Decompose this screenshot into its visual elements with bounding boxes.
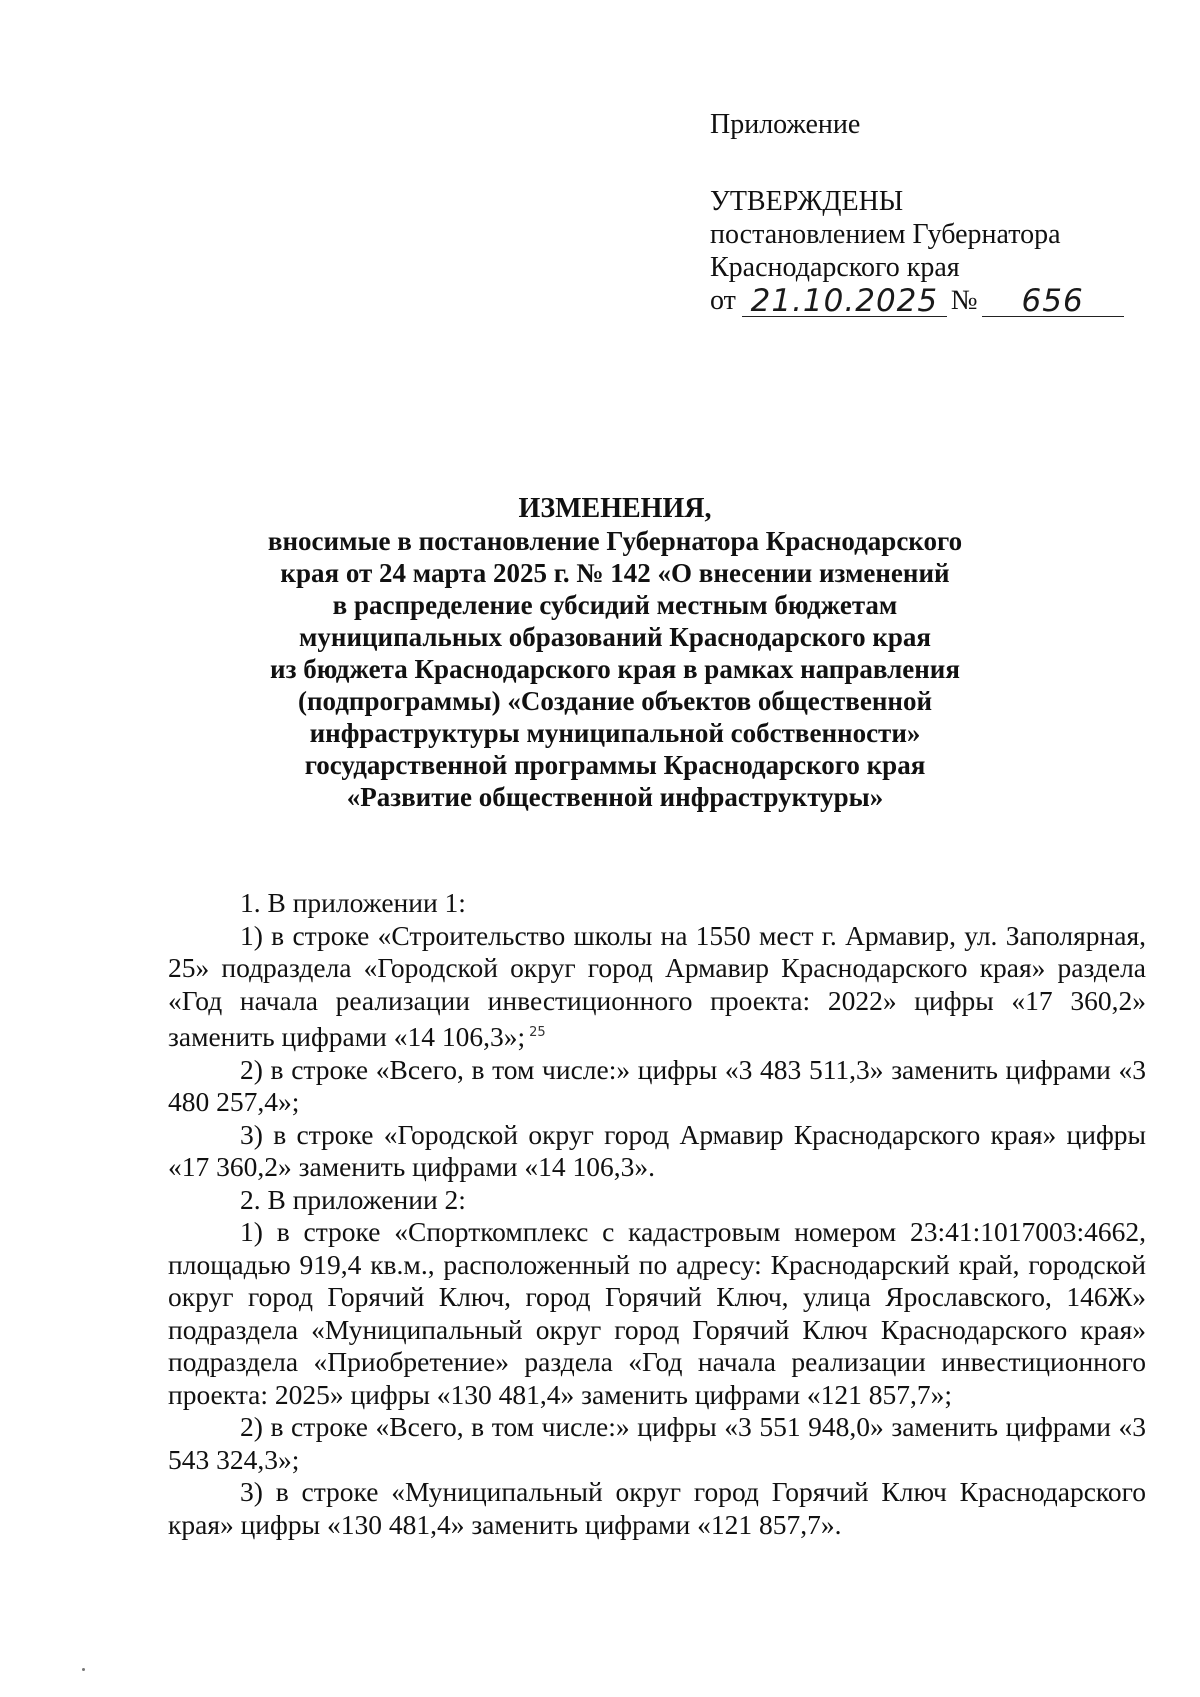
title-line: вносимые в постановление Губернатора Краснодарского bbox=[267, 526, 963, 556]
title-line: «Развитие общественной инфраструктуры» bbox=[346, 782, 884, 812]
approved-by-line-1: постановлением Губернатора bbox=[710, 219, 1061, 250]
handwritten-mark: 25 bbox=[529, 1025, 546, 1040]
title-line: из бюджета Краснодарского края в рамках направления bbox=[270, 654, 960, 684]
title-line: края от 24 марта 2025 г. № 142 «О внесении изменений bbox=[280, 558, 950, 588]
appendix-label: Приложение bbox=[710, 109, 861, 140]
paragraph: 3) в строке «Муниципальный округ город Горячий Ключ Краснодарского края» цифры «130 481,4» заменить цифрами «121 857,7». bbox=[168, 1476, 1146, 1540]
title-line: инфраструктуры муниципальной собственности» bbox=[309, 718, 921, 748]
paragraph: 1) в строке «Строительство школы на 1550 мест г. Армавир, ул. Заполярная, 25» подраздела «Городской округ город Армавир Краснодарского края» раздела «Год начала реализации инвестиционного проекта: 2022» цифры «17 360,2» заменить цифрами «14 106,3»; $^{25}$ bbox=[168, 919, 1146, 1053]
paragraph: 2) в строке «Всего, в том числе:» цифры «3 551 948,0» заменить цифрами «3 543 324,3»; bbox=[168, 1411, 1146, 1475]
approval-stamp bbox=[710, 108, 1150, 317]
paragraph: 1) в строке «Спорткомплекс с кадастровым номером 23:41:1017003:4662, площадью 919,4 кв.м., расположенный по адресу: Краснодарский край, городской округ город Горячий Ключ, город Горячий Ключ, улица Ярославского, 146Ж» подраздела «Муниципальный округ город Горячий Ключ Краснодарского края» подраздела «Приобретение» раздела «Год начала реализации инвестиционного проекта: 2025» цифры «130 481,4» заменить цифрами «121 857,7»; bbox=[168, 1216, 1146, 1410]
paragraph: 3) в строке «Городской округ город Армавир Краснодарского края» цифры «17 360,2» заменить цифрами «14 106,3». bbox=[168, 1118, 1146, 1183]
date-prefix: от bbox=[710, 285, 736, 316]
approved-heading: УТВЕРЖДЕНЫ bbox=[710, 186, 904, 217]
title-line: государственной программы Краснодарского края bbox=[304, 750, 926, 780]
scan-speck bbox=[82, 1668, 85, 1671]
title-line: (подпрограммы) «Создание объектов общественной bbox=[297, 686, 932, 716]
handwritten-number: 656 bbox=[982, 286, 1124, 317]
title-line: в распределение субсидий местным бюджетам bbox=[332, 590, 898, 620]
document-body bbox=[168, 887, 1146, 1541]
number-sign: № bbox=[950, 285, 978, 316]
handwritten-date: 21.10.2025 bbox=[742, 286, 947, 317]
title-main: ИЗМЕНЕНИЯ, bbox=[518, 493, 712, 524]
paragraph: 2) в строке «Всего, в том числе:» цифры «3 483 511,3» заменить цифрами «3 480 257,4»; bbox=[168, 1053, 1146, 1118]
date-number-line bbox=[710, 284, 1150, 317]
document-title bbox=[240, 493, 990, 813]
approved-by-line-2: Краснодарского края bbox=[710, 252, 960, 283]
paragraph: 2. В приложении 2: bbox=[240, 1183, 466, 1215]
title-line: муниципальных образований Краснодарского края bbox=[299, 622, 931, 652]
paragraph: 1. В приложении 1: bbox=[240, 887, 466, 918]
